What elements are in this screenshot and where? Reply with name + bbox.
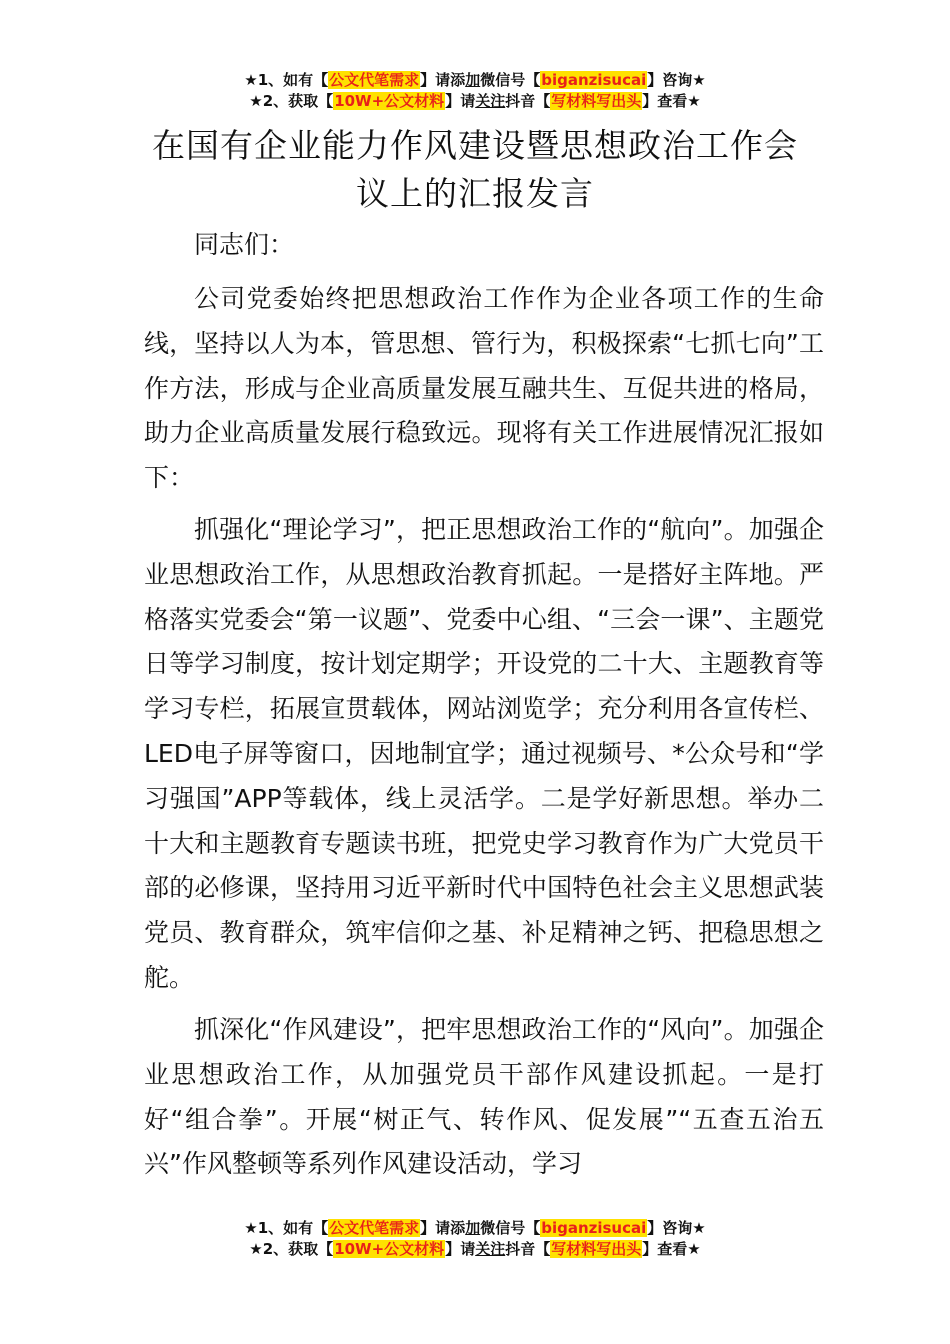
paragraph-theory-block [144, 508, 824, 1001]
promo-text: 】咨询★ [647, 1219, 706, 1237]
promo-highlight: 公文代笔需求 [329, 71, 420, 89]
promo-douyin-id: 写材料写出头 [551, 1240, 642, 1258]
document-body [144, 222, 824, 267]
promo-text: 】请添 [420, 71, 466, 89]
promo-text: ★1、如有【 [244, 71, 329, 89]
promo-line-1 [0, 1218, 950, 1239]
promo-highlight: 10W+公文材料 [334, 1240, 445, 1258]
promo-underlined: 关注 [475, 92, 506, 110]
promo-douyin-id: 写材料写出头 [551, 92, 642, 110]
promo-line-2 [0, 91, 950, 112]
promo-underlined: 关注 [475, 1240, 506, 1258]
title-line-2: 议上的汇报发言 [356, 174, 594, 213]
promo-text: 抖音【 [505, 92, 551, 110]
promo-text: 】请 [445, 92, 476, 110]
paragraph-theory-study: 抓强化“理论学习”，把正思想政治工作的“航向”。加强企业思想政治工作，从思想政治教育抓起。一是搭好主阵地。严格落实党委会“第一议题”、党委中心组、“三会一课”、主题党日等学习制度，按计划定期学；开设党的二十大、主题教育等学习专栏，拓展宣贯载体，网站浏览学；充分利用各宣传栏、LED电子屏等窗口，因地制宜学；通过视频号、*公众号和“学习强国”APP等载体，线上灵活学。二是学好新思想。举办二十大和主题教育专题读书班，把党史学习教育作为广大党员干部的必修课，坚持用习近平新时代中国特色社会主义思想武装党员、教育群众，筑牢信仰之基、补足精神之钙、把稳思想之舵。 [144, 515, 824, 992]
promo-text: ★2、获取【 [249, 92, 334, 110]
promo-underlined: 加 [465, 1219, 481, 1237]
promo-text: 抖音【 [505, 1240, 551, 1258]
footer-promo-banner [0, 1218, 950, 1260]
promo-line-2 [0, 1239, 950, 1260]
promo-text: ★1、如有【 [244, 1219, 329, 1237]
paragraph-intro: 公司党委始终把思想政治工作作为企业各项工作的生命线，坚持以人为本，管思想、管行为，积极探索“七抓七向”工作方法，形成与企业高质量发展互融共生、互促共进的格局，助力企业高质量发展行稳致远。现将有关工作进展情况汇报如下： [144, 284, 824, 493]
promo-text: ★2、获取【 [249, 1240, 334, 1258]
greeting: 同志们： [194, 230, 295, 259]
document-title [100, 122, 850, 218]
paragraph-style-block [144, 1008, 824, 1187]
title-line-1: 在国有企业能力作风建设暨思想政治工作会 [152, 126, 798, 165]
promo-wechat-id: biganzisucai [541, 1219, 647, 1237]
promo-text: 】咨询★ [647, 71, 706, 89]
promo-highlight: 10W+公文材料 [334, 92, 445, 110]
header-promo-banner [0, 70, 950, 112]
paragraph-work-style: 抓深化“作风建设”，把牢思想政治工作的“风向”。加强企业思想政治工作，从加强党员干部作风建设抓起。一是打好“组合拳”。开展“树正气、转作风、促发展”“五查五治五兴”作风整顿等系列作风建设活动，学习 [144, 1015, 824, 1179]
promo-text: 】查看★ [642, 92, 701, 110]
promo-text: 】请添 [420, 1219, 466, 1237]
promo-line-1 [0, 70, 950, 91]
promo-text: 】查看★ [642, 1240, 701, 1258]
paragraph-intro-block [144, 277, 824, 501]
promo-text: 微信号【 [480, 1219, 541, 1237]
promo-highlight: 公文代笔需求 [329, 1219, 420, 1237]
promo-text: 】请 [445, 1240, 476, 1258]
promo-text: 微信号【 [480, 71, 541, 89]
promo-underlined: 加 [465, 71, 481, 89]
promo-wechat-id: biganzisucai [541, 71, 647, 89]
